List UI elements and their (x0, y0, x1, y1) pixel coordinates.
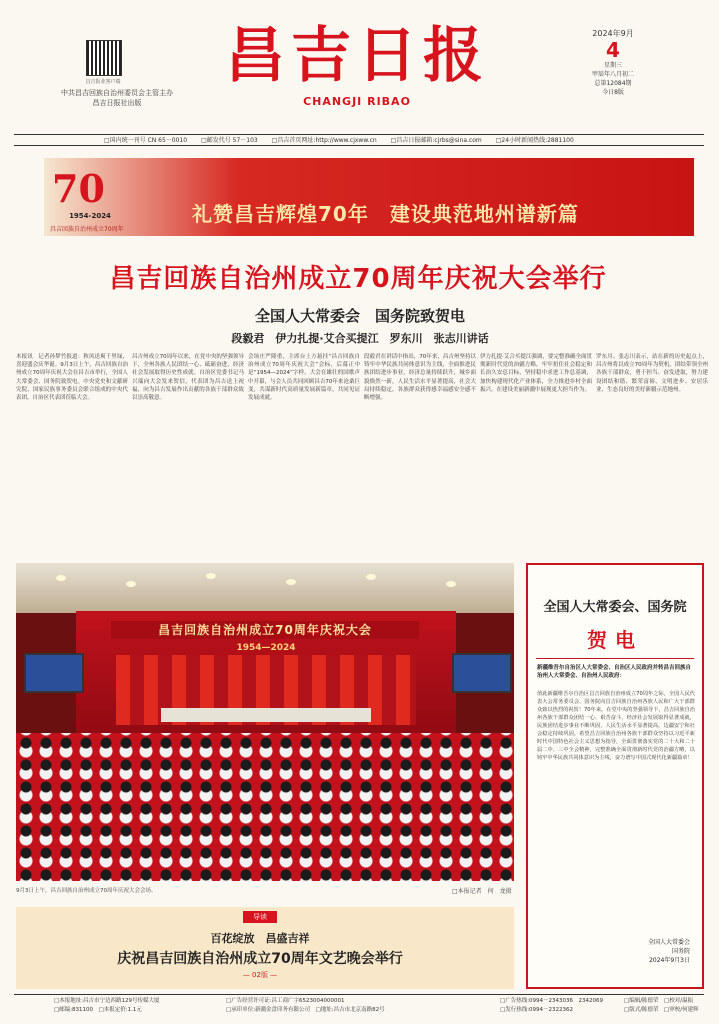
publisher-line: 中共昌吉回族自治州委员会主管主办 (61, 89, 173, 97)
guide-page-ref[interactable]: — 02版 — (242, 971, 278, 979)
photo-caption: 9月3日上午，昌吉回族自治州成立70周年庆祝大会会场。 (16, 888, 157, 894)
article-column: 段毅君在讲话中指出，70年来，昌吉州坚持以铸牢中华民族共同体意识为主线，全面推进民族团结进步事业，经济总量持续跃升，城乡面貌焕然一新，人民生活水平显著提高，社会大局持续稳定，各族群众获得感幸福感安全感不断增强。 (364, 354, 476, 402)
guide-tag: 导读 (243, 911, 277, 923)
info-item: □国内统一刊号 CN 65－0010 (104, 137, 188, 144)
article-column: 伊力扎提·艾合买提江强调，要完整准确全面贯彻新时代党的治疆方略，牢牢扭住社会稳定和长治久安总目标，坚持稳中求进工作总基调，加快构建现代化产业体系，全力推进乡村全面振兴，在建设美丽新疆中展现更大担当作为。 (480, 354, 592, 393)
info-item: □邮发代号 57－103 (201, 137, 258, 144)
date-year-month: 2024年9月 (592, 29, 634, 38)
screen-left (24, 653, 84, 693)
info-item: □昌吉首页网址:http://www.cjxww.cn (271, 137, 377, 144)
footer-col: □广告经营许可证:昌工商广字6523004000001 □承印单位:新疆金盘印务有限公司 □地址:昌吉市北京南路82号 (226, 998, 385, 1013)
congrats-heading: 贺电 (587, 628, 643, 652)
congrats-body: 值此新疆维吾尔自治区昌吉回族自治州成立70周年之际，全国人民代表大会常务委员会、国务院向昌吉回族自治州各族人民和广大干部群众致以热烈的祝贺！70年来，在党中央的坚强领导下，昌吉回族自治州各族干部群众团结一心、艰苦奋斗，经济社会发展取得显著成就，民族团结进步事业不断巩固，人民生活水平显著提高，边疆安宁和社会稳定持续巩固。希望昌吉回族自治州各族干部群众坚持以习近平新时代中国特色社会主义思想为指导，全面贯彻落实党的二十大和二十届二中、三中全会精神，完整准确全面贯彻新时代党的治疆方略，以铸牢中华民族共同体意识为主线，奋力谱写中国式现代化新疆篇章！ (537, 691, 695, 761)
footer-col: □广告热线:0994－2343036 2342069 □发行热线:0994－2322362 (500, 998, 604, 1013)
anniversary-logo: 70 (52, 166, 105, 211)
article-column: 罗东川、张志川表示，站在新的历史起点上，昌吉州将以成立70周年为契机，团结带领全州各族干部群众，勇于担当、奋发进取，努力建设团结和谐、繁荣富裕、文明进步、安居乐业、生态良好的美好新疆示范地州。 (596, 354, 708, 393)
publisher-line: 昌吉日报社出版 (92, 99, 142, 107)
subheadline: 全国人大常委会 国务院致贺电 (254, 307, 465, 325)
newspaper-title: 昌吉日报 (225, 21, 489, 91)
publisher-info (42, 88, 192, 108)
footer-col: □编辑/陈德荣 □校对/温振 □版式/陈德荣 □审校/何建辉 (624, 998, 699, 1013)
info-item: □24小时新闻热线:2881100 (495, 137, 574, 144)
article-column: 会场庄严隆重，主席台上方悬挂“昌吉回族自治州成立70周年庆祝大会”会标，后幕正中是“1954—2024”字样。大会在雄壮的国歌声中开幕，与会人员共同回顾昌吉70年来沧桑巨变，共谋新时代高质量发展新篇章，共同见证发展成就。 (248, 354, 360, 402)
qr-code (86, 40, 122, 76)
info-item: □昌吉日报邮箱:cjrbs@sina.com (390, 137, 482, 144)
qr-caption: 昌吉报业客户端 (85, 79, 121, 85)
weekday: 星期三 (603, 62, 622, 69)
conference-photo (16, 563, 514, 881)
sign-org: 国务院 (671, 948, 690, 955)
newspaper-pinyin: CHANGJI RIBAO (303, 95, 411, 108)
article-column: 昌吉州成立70周年以来，在党中央的坚强领导下，全州各族人民团结一心、砥砺奋进，经济社会发展取得历史性成就。自治区党委书记马兴瑞向大会发来贺信，代表团为昌吉送上祝福，向为昌吉发展作出贡献的各族干部群众致以崇高敬意。 (132, 354, 244, 402)
screen-right (452, 653, 512, 693)
podium (161, 708, 371, 722)
guide-title[interactable]: 庆祝昌吉回族自治州成立70周年文艺晚会举行 (117, 951, 403, 967)
lunar-date: 甲辰年八月初二 (591, 71, 634, 78)
info-bar (14, 134, 704, 146)
logo-caption: 昌吉回族自治州成立70周年 (50, 226, 124, 233)
sign-org: 全国人大常委会 (647, 939, 690, 946)
footer (14, 994, 704, 1021)
banner-slogan: 礼赞昌吉辉煌70年 建设典范地州谱新篇 (192, 202, 579, 226)
stage-years: 1954—2024 (236, 643, 296, 653)
divider (536, 658, 694, 659)
footer-col: □本报地址:昌吉市宁边西路129号传媒大厦 □邮编:831100 □本报定价:1.1元 (54, 998, 160, 1013)
congrats-signature (590, 938, 690, 965)
guide-subtitle: 百花绽放 昌盛吉祥 (210, 932, 310, 945)
congrats-recipient: 新疆维吾尔自治区人大常委会、自治区人民政府并转昌吉回族自治州人大常委会、自治州人民政府： (537, 665, 692, 679)
stage-banner: 昌吉回族自治州成立70周年庆祝大会 (111, 621, 419, 639)
date-box (578, 28, 648, 97)
date-day: 4 (606, 38, 620, 62)
ceiling (16, 563, 514, 613)
article-column: 本报讯 记者孙梦竹报道：秋风送爽千里绿，喜迎盛会庆华诞。9月3日上午，昌吉回族自治州成立70周年庆祝大会在昌吉市举行，全国人大常委会、国务院致贺电。中央党史和文献研究院、国家民族事务委员会联合组成的中央代表团，自治区代表团莅临大会。 (16, 354, 128, 402)
logo-years: 1954-2024 (69, 212, 111, 220)
main-headline[interactable]: 昌吉回族自治州成立70周年庆祝大会举行 (109, 264, 607, 294)
issue-number: 总第12084期 (594, 80, 632, 87)
page-count: 今日8版 (602, 89, 624, 96)
speakers-line: 段毅君 伊力扎提·艾合买提江 罗东川 张志川讲话 (231, 332, 489, 345)
audience (16, 733, 514, 881)
congrats-title: 全国人大常委会、国务院 (543, 600, 687, 615)
sign-date: 2024年9月3日 (649, 957, 690, 964)
photo-credit: □本报记者 何 龙摄 (452, 888, 512, 895)
